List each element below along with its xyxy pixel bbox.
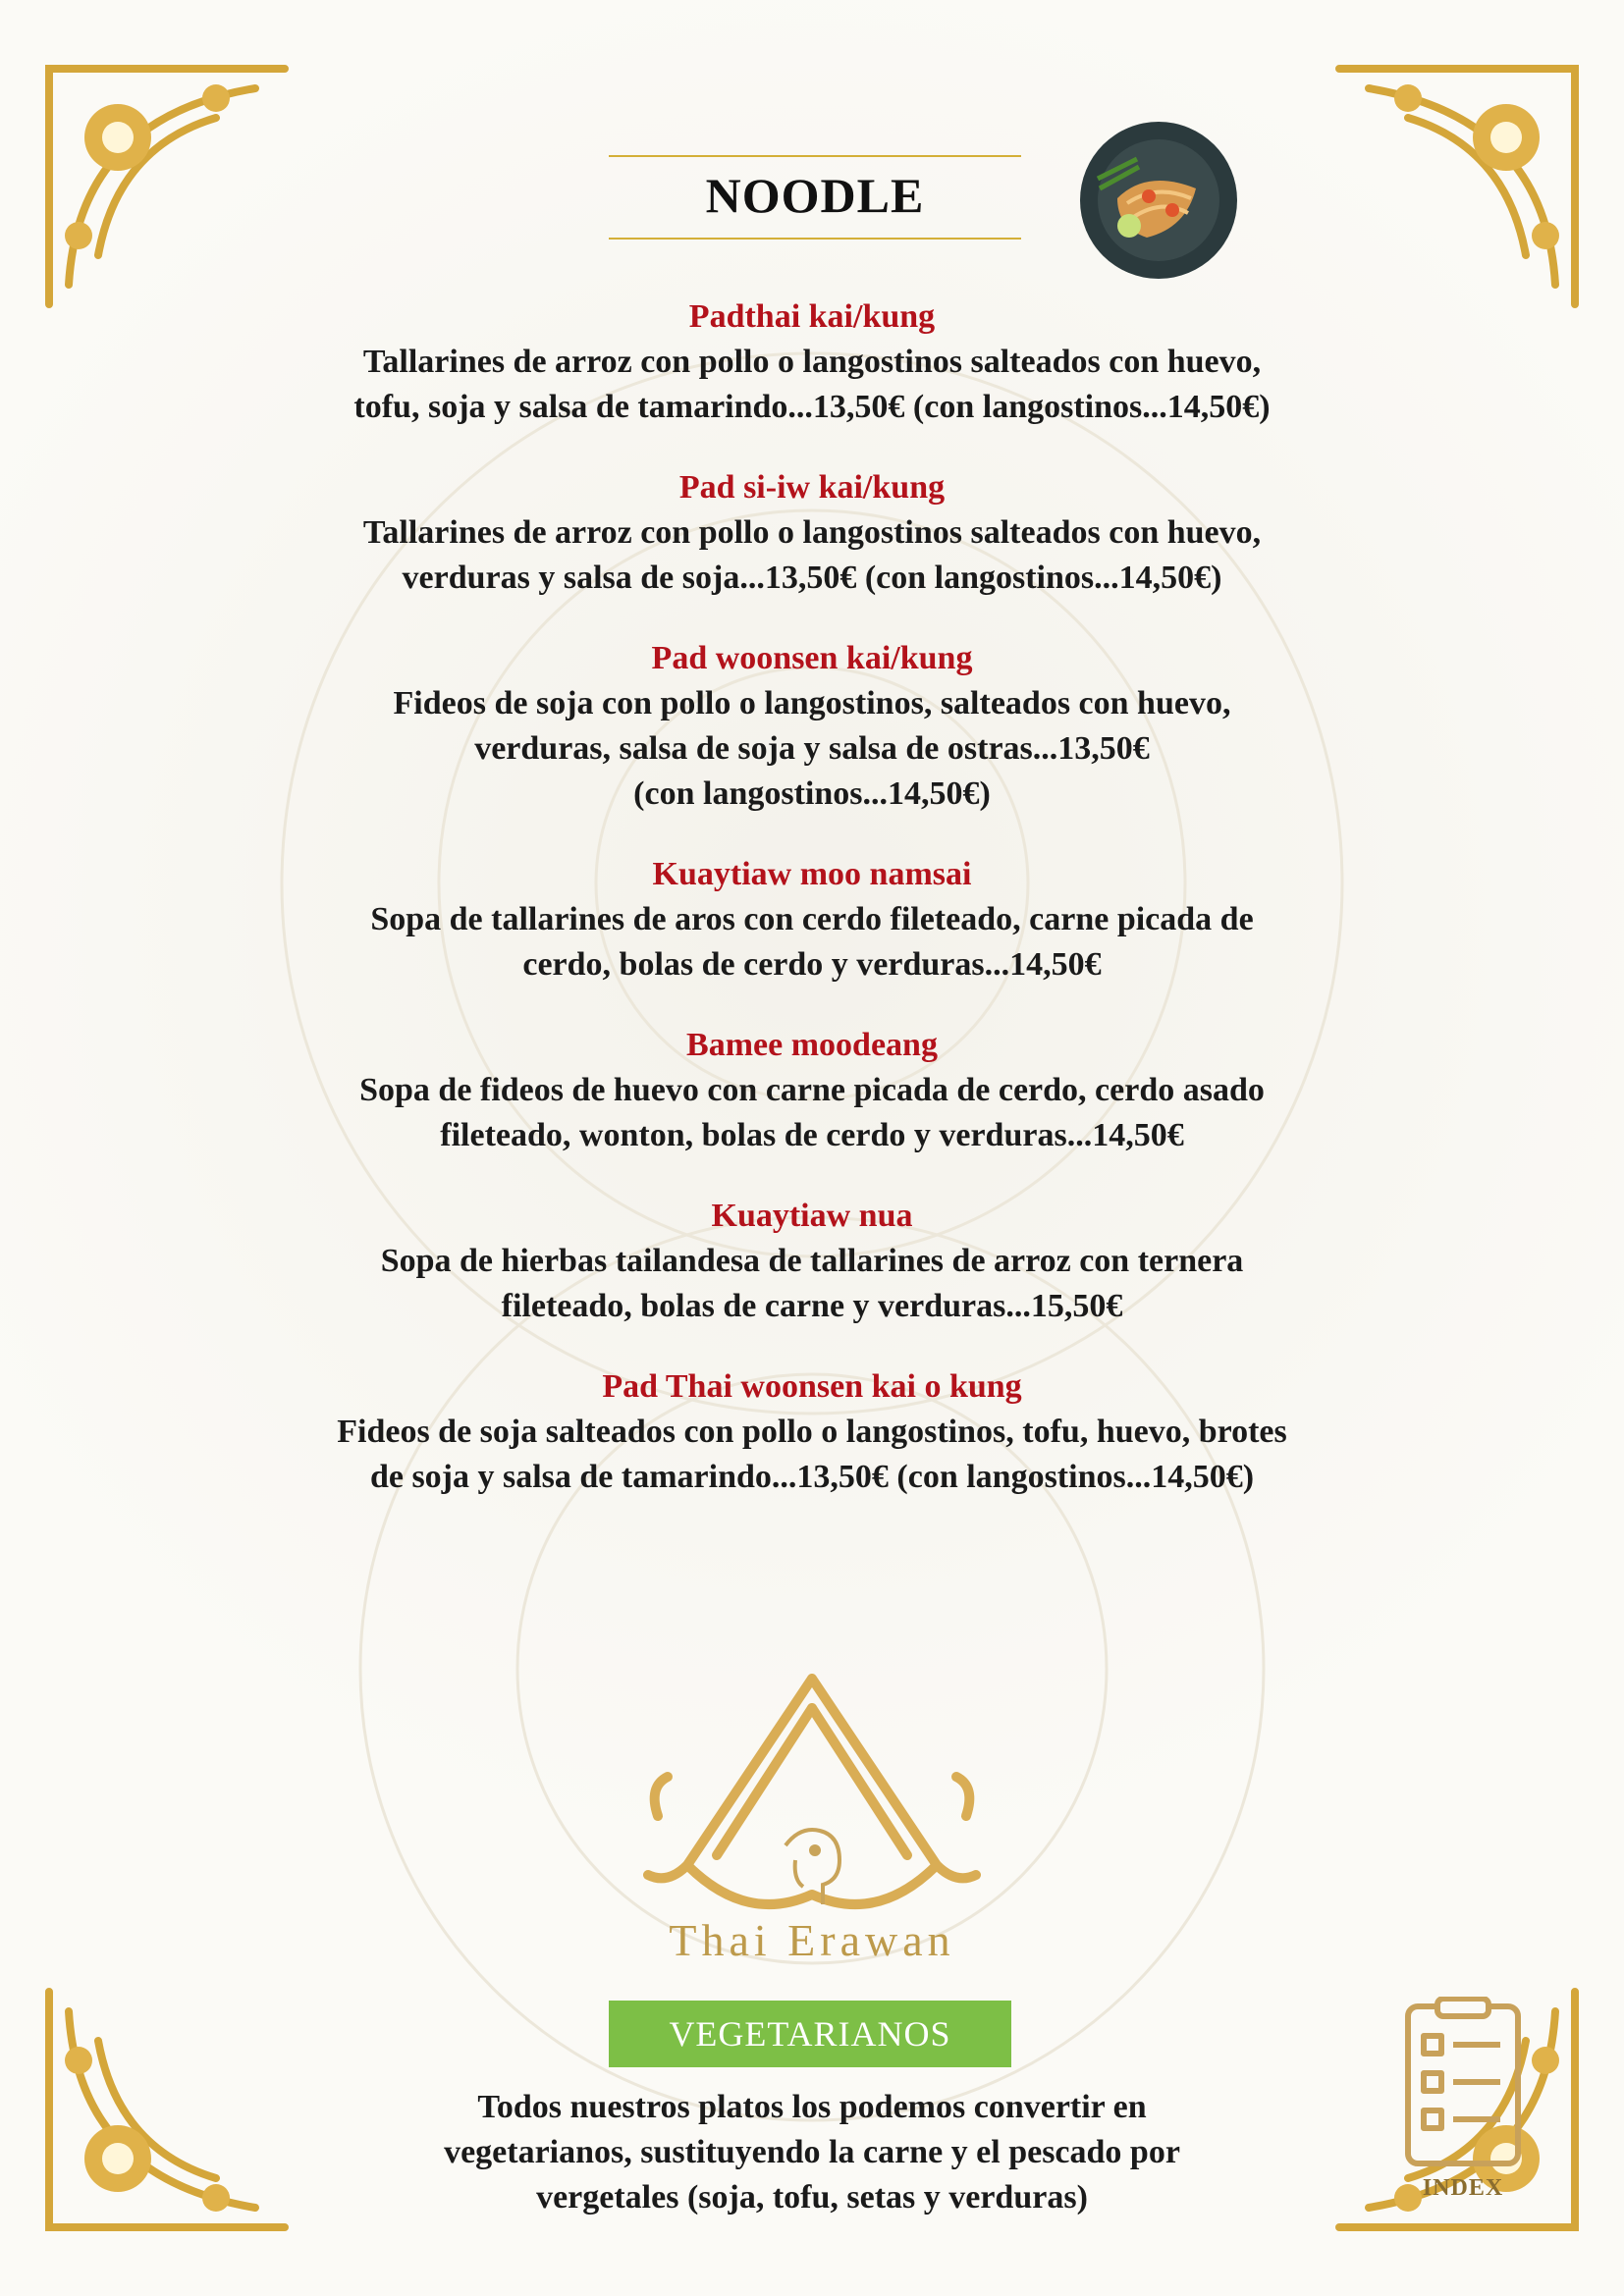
- dish-description-line: (con langostinos...14,50€): [633, 775, 991, 812]
- dish-description-line: tofu, soja y salsa de tamarindo...13,50€ (con langostinos...14,50€): [353, 389, 1271, 425]
- menu-item: [177, 1023, 1447, 1158]
- menu-item: [177, 294, 1447, 430]
- dish-description-line: cerdo, bolas de cerdo y verduras...14,50€: [522, 946, 1102, 983]
- vegetarian-note-line: vegetarianos, sustituyendo la carne y el pescado por: [444, 2134, 1180, 2170]
- dish-description-line: Sopa de fideos de huevo con carne picada de cerdo, cerdo asado: [359, 1072, 1265, 1108]
- dish-description: [177, 1068, 1447, 1158]
- brand-name: Thai Erawan: [669, 1915, 955, 1965]
- dish-description-line: de soja y salsa de tamarindo...13,50€ (con langostinos...14,50€): [369, 1459, 1255, 1495]
- gold-corner-ornament-icon: [1329, 59, 1585, 314]
- dish-name: Bamee moodeang: [686, 1027, 938, 1063]
- menu-item: [177, 1364, 1447, 1500]
- noodle-dish-photo-icon: [1078, 120, 1239, 281]
- dish-name: Pad si-iw kai/kung: [678, 469, 946, 506]
- dish-name: Padthai kai/kung: [688, 298, 936, 335]
- vegetarian-note: [295, 2085, 1329, 2220]
- gold-corner-ornament-icon: [39, 59, 295, 314]
- dish-description-line: Fideos de soja salteados con pollo o langostinos, tofu, huevo, brotes: [337, 1414, 1287, 1450]
- dish-description-line: verduras, salsa de soja y salsa de ostras...13,50€: [474, 730, 1150, 767]
- dish-description: [177, 340, 1447, 430]
- dish-name: Kuaytiaw moo namsai: [652, 856, 972, 892]
- index-label[interactable]: INDEX: [1422, 2175, 1504, 2201]
- menu-list: [177, 294, 1447, 1535]
- menu-item: [177, 852, 1447, 988]
- dish-description: [177, 897, 1447, 988]
- vegetarian-note-line: Todos nuestros platos los podemos convertir en: [477, 2089, 1147, 2125]
- dish-description-line: Tallarines de arroz con pollo o langostinos salteados con huevo,: [362, 514, 1262, 551]
- page-title: NOODLE: [705, 168, 925, 223]
- vegetarian-note-line: vergetales (soja, tofu, setas y verduras): [536, 2179, 1088, 2216]
- dish-description-line: fileteado, bolas de carne y verduras...15,50€: [501, 1288, 1123, 1324]
- dish-description: [177, 681, 1447, 817]
- dish-description-line: fileteado, wonton, bolas de cerdo y verduras...14,50€: [440, 1117, 1184, 1153]
- section-header: [609, 147, 1021, 241]
- menu-item: [177, 1194, 1447, 1329]
- dish-description: [177, 510, 1447, 601]
- menu-item: [177, 465, 1447, 601]
- vegetarianos-button[interactable]: VEGETARIANOS: [609, 2001, 1011, 2067]
- dish-description: [177, 1239, 1447, 1329]
- dish-description-line: Sopa de tallarines de aros con cerdo fileteado, carne picada de: [370, 901, 1254, 937]
- gold-corner-ornament-icon: [39, 1982, 295, 2237]
- checklist-icon[interactable]: [1394, 1997, 1532, 2203]
- dish-name: Pad woonsen kai/kung: [651, 640, 973, 676]
- dish-description: [177, 1410, 1447, 1500]
- dish-description-line: verduras y salsa de soja...13,50€ (con langostinos...14,50€): [402, 560, 1222, 596]
- title-rule-bottom: [609, 238, 1021, 240]
- dish-description-line: Tallarines de arroz con pollo o langostinos salteados con huevo,: [362, 344, 1262, 380]
- dish-description-line: Sopa de hierbas tailandesa de tallarines de arroz con ternera: [380, 1243, 1244, 1279]
- dish-name: Pad Thai woonsen kai o kung: [602, 1368, 1022, 1405]
- dish-description-line: Fideos de soja con pollo o langostinos, salteados con huevo,: [393, 685, 1231, 721]
- dish-name: Kuaytiaw nua: [711, 1198, 913, 1234]
- title-rule-top: [609, 155, 1021, 157]
- menu-item: [177, 636, 1447, 817]
